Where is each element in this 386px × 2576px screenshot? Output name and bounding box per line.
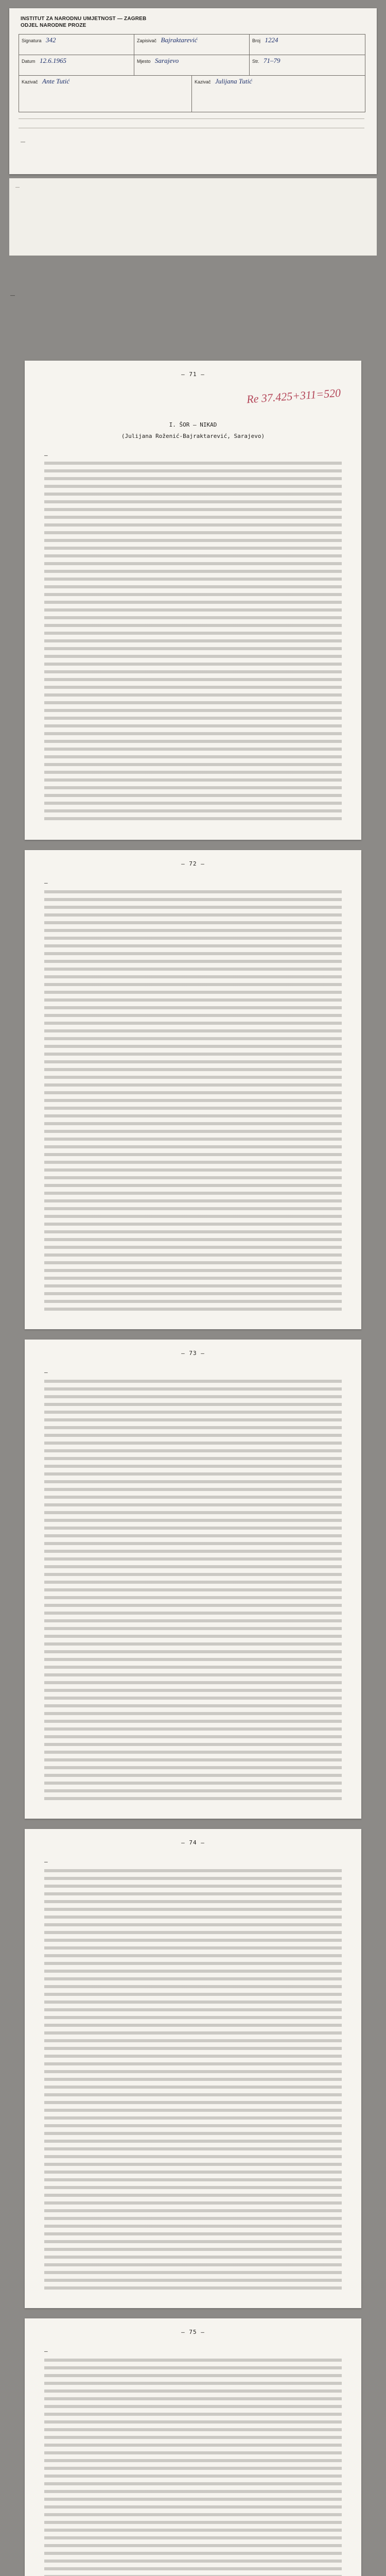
typed-page: [25, 1340, 361, 1819]
scan-strip: [9, 178, 377, 256]
index-card: [9, 8, 377, 174]
card-field-value: 342: [46, 36, 56, 44]
card-field-label: Signatura: [22, 38, 42, 43]
card-header: [21, 15, 146, 29]
card-rule: [19, 118, 364, 119]
typed-page: [25, 1829, 361, 2308]
card-field: [250, 35, 365, 55]
illegible-text-band: [44, 1380, 342, 1802]
card-header-line1: INSTITUT ZA NARODNU UMJETNOST — ZAGREB: [21, 16, 147, 22]
side-label: —: [10, 293, 15, 298]
handwritten-code: Re 37.425+311=520: [246, 386, 341, 406]
card-field-value: Ante Tutić: [42, 77, 70, 85]
typed-page: [25, 2318, 361, 2576]
illegible-text-band: [44, 2359, 342, 2576]
card-field: [134, 35, 250, 55]
card-field-value: 1224: [265, 36, 278, 44]
card-field-value: Julijana Tutić: [215, 77, 252, 85]
card-field-label: Broj: [252, 38, 261, 43]
card-field-label: Kazivač: [22, 79, 38, 84]
page-body: —: [44, 879, 48, 886]
card-field-label: Kazivač: [195, 79, 211, 84]
card-field: [192, 76, 365, 112]
card-field-label: Str.: [252, 59, 259, 64]
page-body: —: [44, 1858, 48, 1865]
page-number: — 72 —: [181, 860, 205, 867]
card-field-value: Sarajevo: [155, 57, 179, 64]
card-field: [19, 76, 192, 112]
card-note: —: [21, 139, 25, 144]
typed-page: [25, 361, 361, 840]
page-body: —: [44, 1369, 48, 1376]
card-field: [19, 55, 134, 76]
card-header-line2: ODJEL NARODNE PROZE: [21, 23, 86, 28]
card-field-label: Zapisivač: [137, 38, 157, 43]
page-number: — 75 —: [181, 2329, 205, 2335]
card-field-grid: [19, 34, 365, 112]
card-field-label: Mjesto: [137, 59, 151, 64]
card-field-value: 12.6.1965: [40, 57, 67, 64]
strip-text: —: [15, 185, 20, 190]
card-field-value: Bajraktarević: [161, 36, 198, 44]
card-field-value: 71–79: [264, 57, 280, 64]
typed-page: [25, 850, 361, 1329]
card-field: [250, 55, 365, 76]
page-body: —: [44, 2348, 48, 2354]
page-body: —: [44, 452, 48, 459]
page-number: — 74 —: [181, 1839, 205, 1846]
story-subheading: (Julijana Roženić-Bajraktarević, Sarajevo): [121, 433, 265, 439]
illegible-text-band: [44, 890, 342, 1313]
page-number: — 73 —: [181, 1350, 205, 1357]
card-field-label: Datum: [22, 59, 36, 64]
story-heading: I. ŠOR — NIKAD: [169, 421, 217, 428]
page-number: — 71 —: [181, 371, 205, 378]
card-field: [19, 35, 134, 55]
illegible-text-band: [44, 462, 342, 822]
illegible-text-band: [44, 1869, 342, 2292]
card-field: [134, 55, 250, 76]
